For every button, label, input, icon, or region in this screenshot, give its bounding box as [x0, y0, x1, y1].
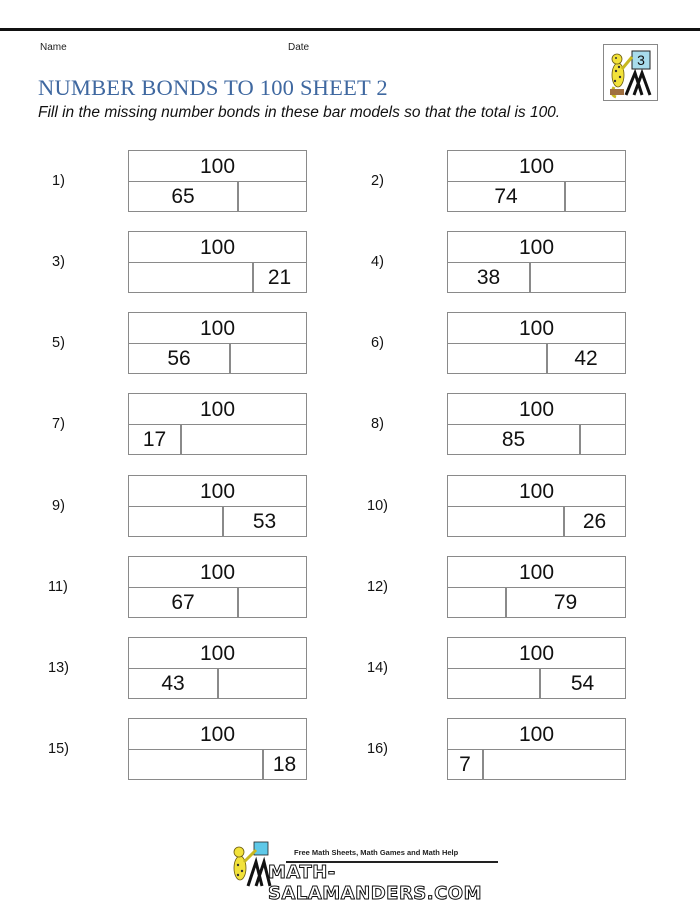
- bar-model: [447, 556, 626, 618]
- bar-part-given: 17: [142, 428, 167, 451]
- bar-part-given: 38: [476, 266, 501, 289]
- bar-parts: [129, 424, 306, 454]
- bar-part-given: 65: [171, 185, 195, 208]
- bar-total: 100: [129, 638, 306, 669]
- bar-parts: [448, 181, 625, 211]
- bar-parts: [129, 343, 306, 373]
- bar-parts: [129, 262, 306, 292]
- footer: [228, 840, 498, 904]
- bar-total: 100: [129, 394, 306, 425]
- bar-part-given: 26: [582, 510, 607, 533]
- bar-model: [128, 393, 307, 455]
- date-label: Date: [288, 42, 310, 53]
- bar-total: 100: [448, 557, 625, 588]
- footer-site-name: MATH-SALAMANDERS.COM: [268, 862, 483, 904]
- bar-part-given: 7: [459, 753, 471, 776]
- bar-part-blank[interactable]: [581, 424, 624, 454]
- question-number: 8): [371, 416, 384, 432]
- bar-total: 100: [129, 557, 306, 588]
- top-rule: [0, 28, 700, 31]
- bar-total: 100: [448, 394, 625, 425]
- bar-part-given: 67: [171, 591, 195, 614]
- question-number: 11): [48, 579, 68, 595]
- bar-total: 100: [448, 151, 625, 182]
- bar-parts: [129, 587, 306, 617]
- bar-total: 100: [129, 313, 306, 344]
- bar-parts: [129, 749, 306, 779]
- instructions: Fill in the missing number bonds in these bar models so that the total is 100.: [38, 104, 561, 121]
- page-title: NUMBER BONDS TO 100 SHEET 2: [38, 75, 388, 100]
- bar-model: [128, 312, 307, 374]
- question-number: 13): [48, 660, 69, 676]
- question-number: 7): [52, 416, 65, 432]
- bar-model: [128, 637, 307, 699]
- bar-model: [447, 718, 626, 780]
- bar-part-blank[interactable]: [448, 668, 539, 698]
- bar-part-given: 56: [167, 347, 191, 370]
- bar-part-blank[interactable]: [239, 181, 305, 211]
- bar-total: 100: [129, 151, 306, 182]
- question-number: 15): [48, 741, 69, 757]
- bar-total: 100: [129, 719, 306, 750]
- bar-part-blank[interactable]: [448, 343, 546, 373]
- question-number: 12): [367, 579, 388, 595]
- bar-part-blank[interactable]: [231, 343, 305, 373]
- bar-total: 100: [448, 719, 625, 750]
- bar-total: 100: [129, 232, 306, 263]
- question-number: 1): [52, 173, 65, 189]
- bar-model: [447, 231, 626, 293]
- bar-part-blank[interactable]: [239, 587, 305, 617]
- bar-model: [128, 718, 307, 780]
- grade-logo: [603, 44, 658, 101]
- question-number: 4): [371, 254, 384, 270]
- bar-part-blank[interactable]: [129, 262, 252, 292]
- bar-total: 100: [448, 313, 625, 344]
- bar-parts: [129, 181, 306, 211]
- bar-part-blank[interactable]: [129, 749, 262, 779]
- bar-part-given: 79: [553, 591, 578, 614]
- question-number: 16): [367, 741, 388, 757]
- bar-model: [447, 150, 626, 212]
- bar-total: 100: [448, 638, 625, 669]
- bar-model: [128, 556, 307, 618]
- bar-parts: [448, 587, 625, 617]
- question-number: 5): [52, 335, 65, 351]
- bar-part-blank[interactable]: [484, 749, 624, 779]
- bar-model: [447, 637, 626, 699]
- bar-parts: [448, 262, 625, 292]
- bar-part-blank[interactable]: [129, 506, 222, 536]
- bar-model: [128, 475, 307, 537]
- bar-parts: [448, 749, 625, 779]
- bar-part-blank[interactable]: [219, 668, 305, 698]
- bar-model: [447, 475, 626, 537]
- bar-part-given: 42: [574, 347, 598, 370]
- question-number: 3): [52, 254, 65, 270]
- bar-model: [447, 312, 626, 374]
- bar-parts: [129, 506, 306, 536]
- bar-model: [447, 393, 626, 455]
- bar-total: 100: [129, 476, 306, 507]
- bar-part-blank[interactable]: [448, 506, 563, 536]
- bar-parts: [448, 668, 625, 698]
- bar-parts: [448, 424, 625, 454]
- svg-text:3: 3: [637, 52, 645, 68]
- salamander-logo-icon: [228, 840, 272, 890]
- salamander-easel-logo-icon: [604, 45, 657, 100]
- bar-part-blank[interactable]: [531, 262, 624, 292]
- bar-parts: [448, 506, 625, 536]
- bar-part-blank[interactable]: [448, 587, 505, 617]
- bar-part-given: 74: [494, 185, 518, 208]
- bar-total: 100: [448, 232, 625, 263]
- footer-tagline: Free Math Sheets, Math Games and Math Help: [294, 848, 459, 857]
- bar-part-given: 54: [570, 672, 595, 695]
- bar-part-given: 85: [501, 428, 526, 451]
- bar-total: 100: [448, 476, 625, 507]
- bar-parts: [129, 668, 306, 698]
- question-number: 9): [52, 498, 65, 514]
- name-label: Name: [40, 42, 67, 53]
- bar-model: [128, 231, 307, 293]
- question-number: 2): [371, 173, 384, 189]
- bar-parts: [448, 343, 625, 373]
- bar-part-given: 43: [161, 672, 185, 695]
- question-number: 6): [371, 335, 384, 351]
- bar-model: [128, 150, 307, 212]
- question-number: 10): [367, 498, 388, 514]
- question-number: 14): [367, 660, 388, 676]
- bar-part-given: 53: [252, 510, 277, 533]
- bar-part-given: 18: [272, 753, 297, 776]
- bar-part-blank[interactable]: [182, 424, 305, 454]
- bar-part-given: 21: [267, 266, 292, 289]
- bar-part-blank[interactable]: [566, 181, 624, 211]
